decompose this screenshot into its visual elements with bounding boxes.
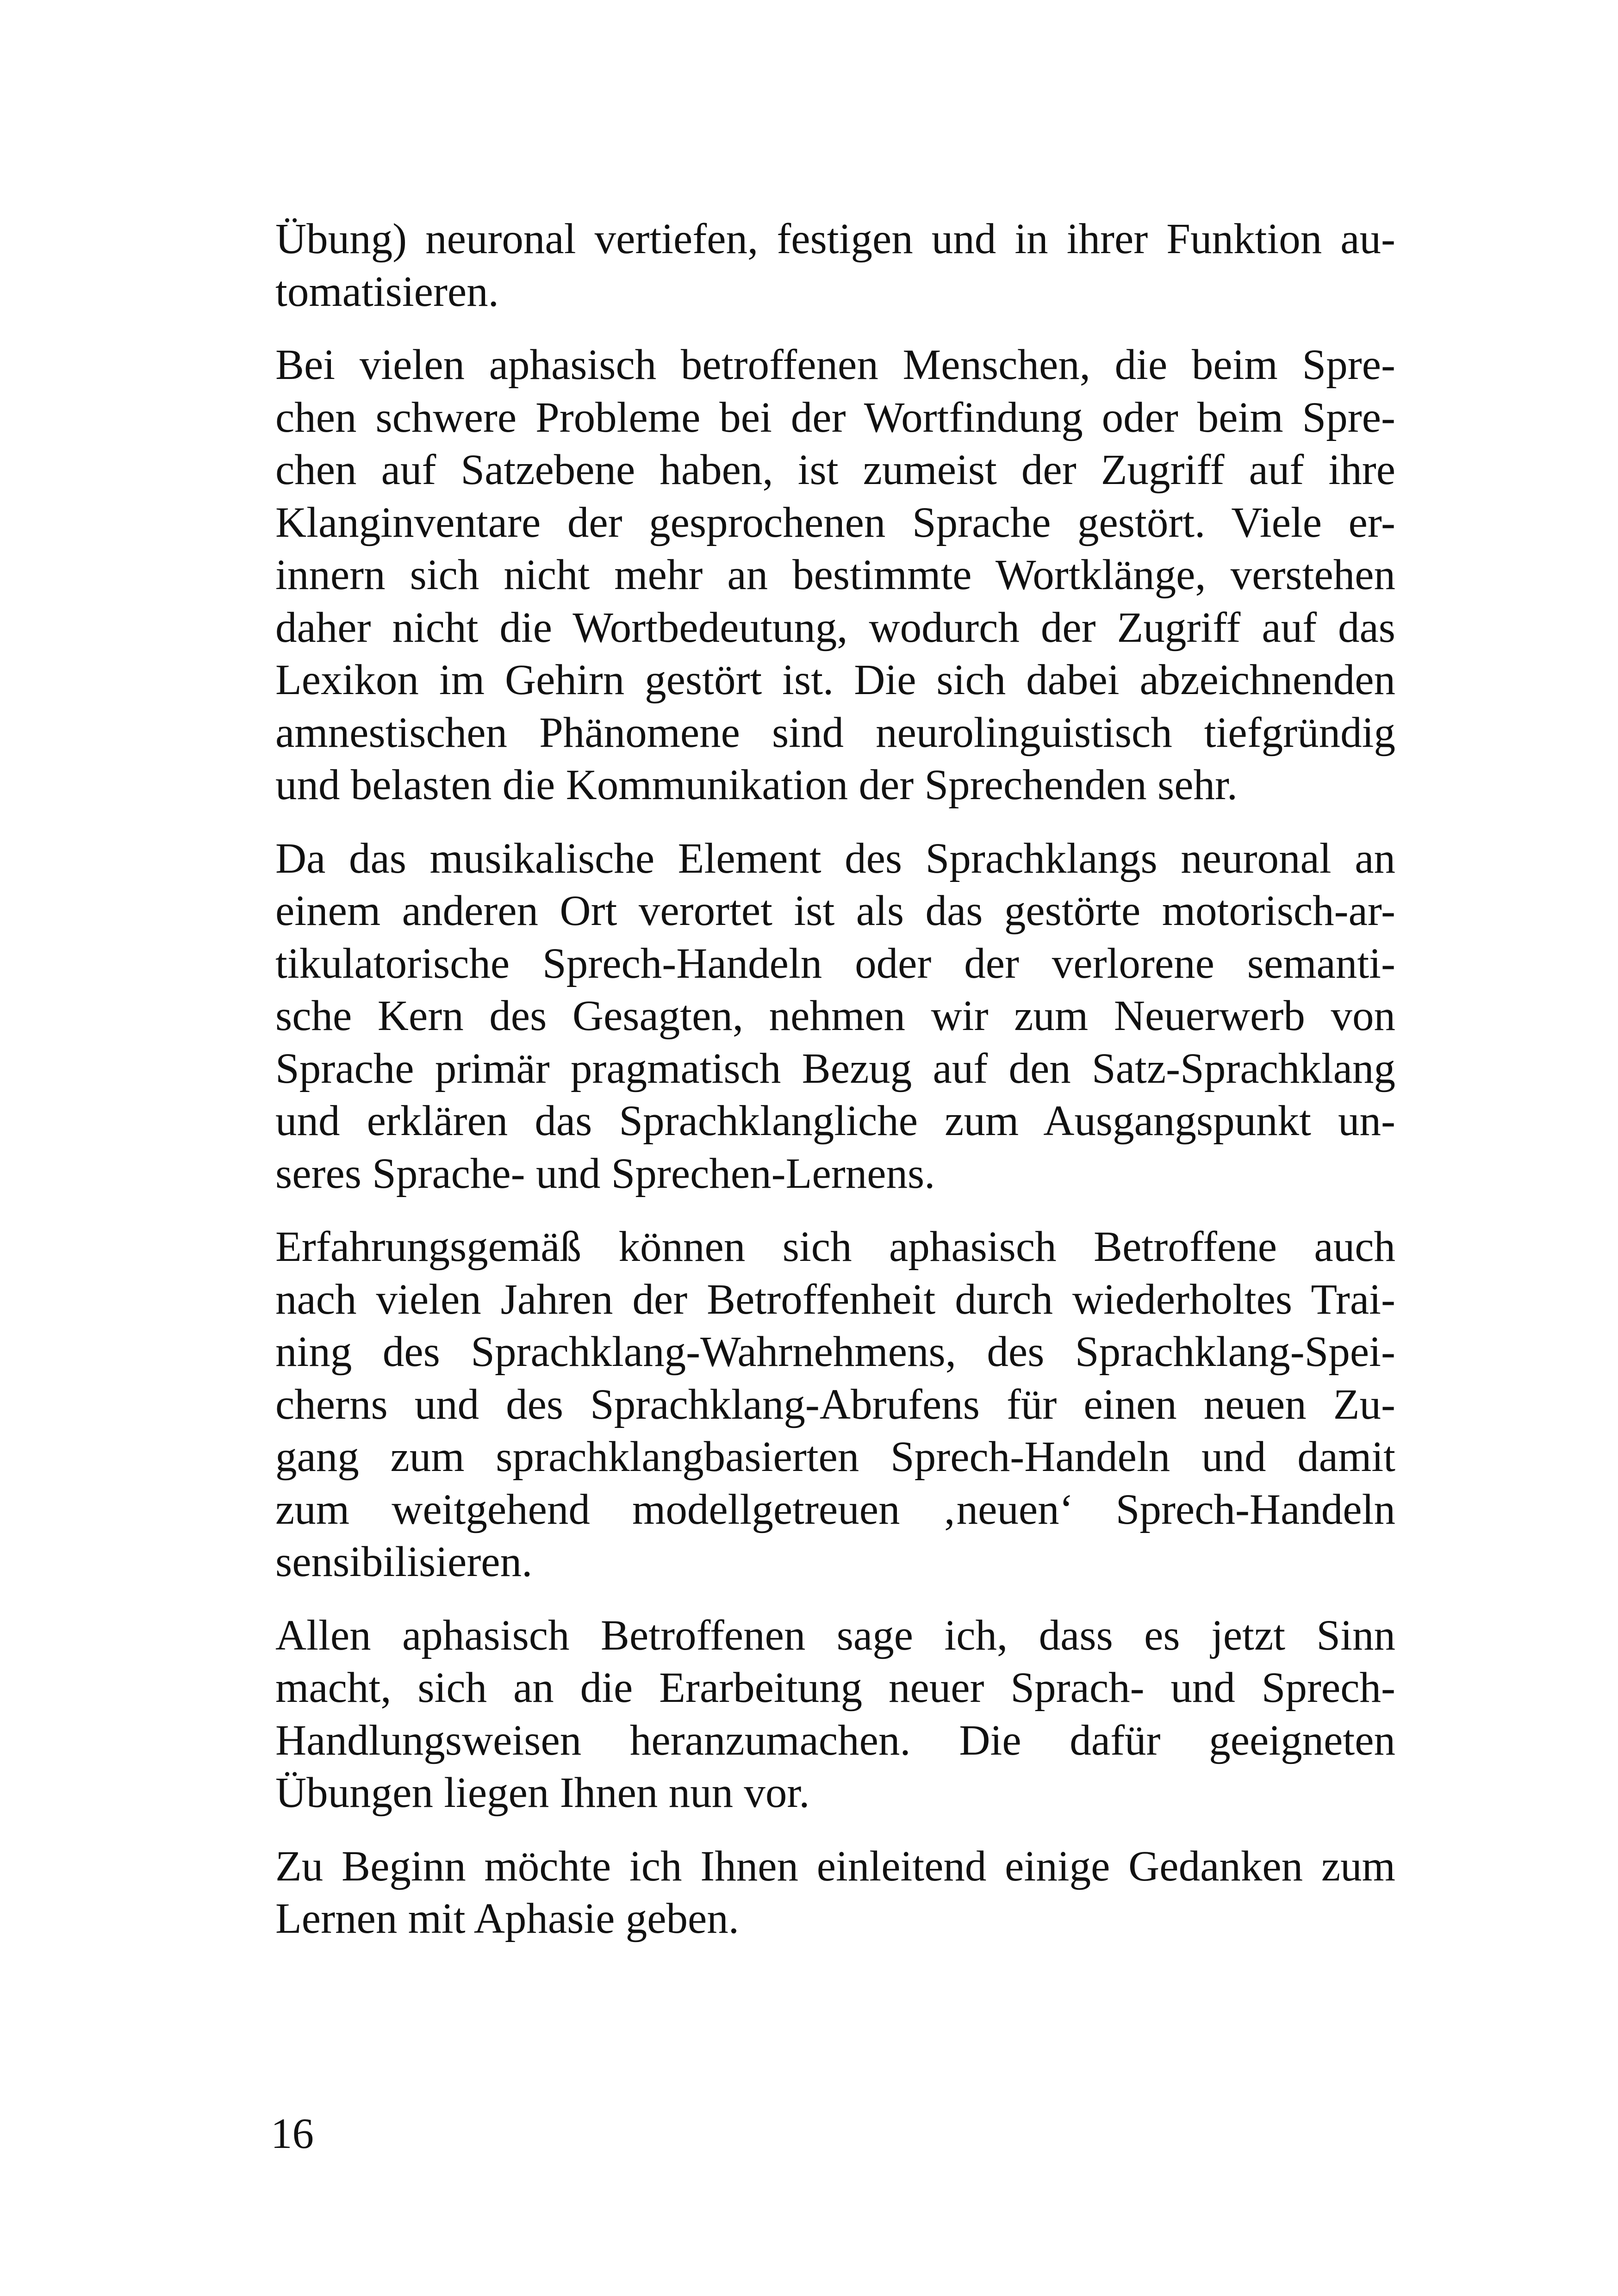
text-line: cherns und des Sprachklang-Abrufens für einen neuen Zu- bbox=[275, 1380, 1395, 1428]
paragraph-5 bbox=[275, 1609, 1395, 1819]
text-line: Erfahrungsgemäß können sich aphasisch Betroffene auch bbox=[275, 1223, 1395, 1271]
page-number: 16 bbox=[271, 2110, 314, 2158]
text-line: innern sich nicht mehr an bestimmte Wortklänge, verstehen bbox=[275, 551, 1395, 599]
text-line: tomatisieren. bbox=[275, 267, 499, 316]
text-line: Handlungsweisen heranzumachen. Die dafür geeigneten bbox=[275, 1716, 1395, 1764]
text-line: zum weitgehend modellgetreuen ‚neuen‘ Sprech-Handeln bbox=[275, 1485, 1395, 1533]
text-line: Allen aphasisch Betroffenen sage ich, dass es jetzt Sinn bbox=[275, 1611, 1395, 1659]
text-line: Übungen liegen Ihnen nun vor. bbox=[275, 1769, 810, 1817]
text-line: und belasten die Kommunikation der Sprechenden sehr. bbox=[275, 761, 1238, 809]
text-line: tikulatorische Sprech-Handeln oder der verlorene semanti- bbox=[275, 939, 1395, 987]
text-line: Zu Beginn möchte ich Ihnen einleitend einige Gedanken zum bbox=[275, 1842, 1395, 1890]
text-line: ning des Sprachklang-Wahrnehmens, des Sprachklang-Spei- bbox=[275, 1328, 1395, 1376]
paragraph-4 bbox=[275, 1221, 1395, 1589]
text-line: Sprache primär pragmatisch Bezug auf den Satz-Sprachklang bbox=[275, 1044, 1395, 1092]
text-line: amnestischen Phänomene sind neurolinguistisch tiefgründig bbox=[275, 708, 1395, 757]
text-line: daher nicht die Wortbedeutung, wodurch der Zugriff auf das bbox=[275, 603, 1395, 652]
paragraph-3 bbox=[275, 832, 1395, 1200]
text-line: seres Sprache- und Sprechen-Lernens. bbox=[275, 1149, 935, 1198]
text-line: chen schwere Probleme bei der Wortfindung oder beim Spre- bbox=[275, 393, 1395, 441]
text-line: macht, sich an die Erarbeitung neuer Sprach- und Sprech- bbox=[275, 1664, 1395, 1712]
text-line: Bei vielen aphasisch betroffenen Menschen, die beim Spre- bbox=[275, 341, 1395, 389]
text-line: und erklären das Sprachklangliche zum Ausgangspunkt un- bbox=[275, 1097, 1395, 1145]
text-line: Übung) neuronal vertiefen, festigen und in ihrer Funktion au- bbox=[275, 215, 1395, 263]
text-line: chen auf Satzebene haben, ist zumeist der Zugriff auf ihre bbox=[275, 446, 1395, 494]
text-line: einem anderen Ort verortet ist als das gestörte motorisch-ar- bbox=[275, 887, 1395, 935]
body-text bbox=[275, 213, 1395, 1966]
text-line: Lexikon im Gehirn gestört ist. Die sich dabei abzeichnenden bbox=[275, 656, 1395, 704]
paragraph-1 bbox=[275, 213, 1395, 318]
text-line: sche Kern des Gesagten, nehmen wir zum Neuerwerb von bbox=[275, 992, 1395, 1040]
text-line: Da das musikalische Element des Sprachklangs neuronal an bbox=[275, 834, 1395, 882]
text-line: nach vielen Jahren der Betroffenheit durch wiederholtes Trai- bbox=[275, 1275, 1395, 1323]
text-line: gang zum sprachklangbasierten Sprech-Handeln und damit bbox=[275, 1433, 1395, 1481]
text-line: sensibilisieren. bbox=[275, 1538, 533, 1586]
paragraph-6 bbox=[275, 1840, 1395, 1945]
text-line: Lernen mit Aphasie geben. bbox=[275, 1895, 740, 1942]
paragraph-2 bbox=[275, 339, 1395, 812]
text-line: Klanginventare der gesprochenen Sprache gestört. Viele er- bbox=[275, 498, 1395, 546]
